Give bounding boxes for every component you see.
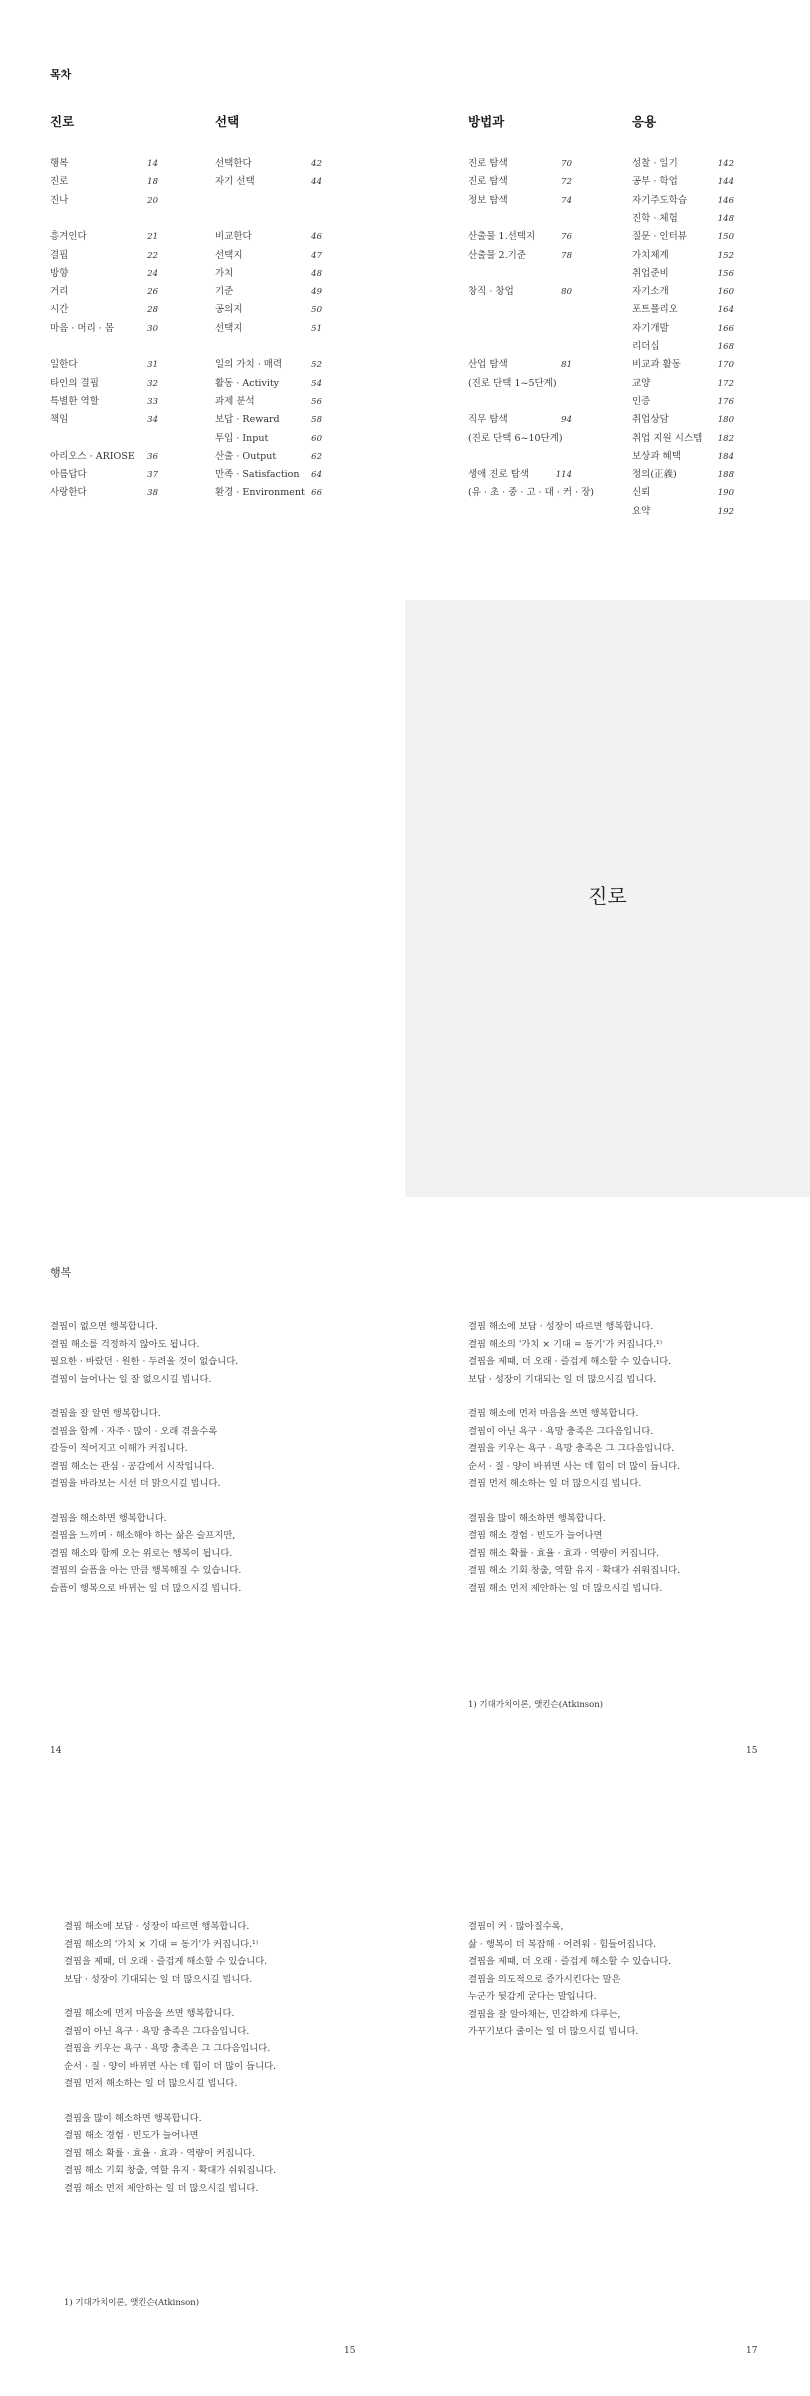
toc-item-page: 114 <box>555 470 572 481</box>
toc-item-label[interactable]: 보상과 혜택 <box>632 450 681 462</box>
text-line: 결핍 해소에 보답 · 성장이 따르면 행복합니다. <box>64 1921 250 1932</box>
paragraph <box>468 1510 680 1598</box>
paragraph <box>64 2005 276 2093</box>
toc-item-label[interactable]: 산업 탐색 <box>468 359 508 371</box>
toc-item-label[interactable]: 산출물 1.선택지 <box>468 231 536 243</box>
toc-item-page: 81 <box>561 360 572 371</box>
toc-item-label[interactable]: 과제 분석 <box>215 395 255 407</box>
page-number: 17 <box>746 2346 758 2356</box>
text-line: 순서 · 질 · 양이 바뀌면 사는 데 힘이 더 많이 듭니다. <box>468 1460 681 1472</box>
toc-item-label[interactable]: 공부 · 학업 <box>632 176 678 188</box>
toc-item-label[interactable]: 보답 · Reward <box>215 414 280 426</box>
toc-item-page: 74 <box>561 195 572 206</box>
toc-item-page: 31 <box>147 360 158 371</box>
toc-item-label[interactable]: 진로 탐색 <box>468 158 508 169</box>
toc-item-page: 168 <box>717 342 734 352</box>
toc-item-label[interactable]: 진로 탐색 <box>468 176 508 188</box>
toc-item-page: 64 <box>311 470 322 481</box>
text-line: 결핍이 아닌 욕구 · 욕망 충족은 그다음입니다. <box>468 1425 654 1437</box>
toc-item-page: 166 <box>717 323 734 334</box>
toc-item-page: 180 <box>717 415 734 426</box>
toc-item-label[interactable]: 정보 탐색 <box>468 194 508 206</box>
text-line: 결핍 해소 기회 창출, 역할 유지 · 확대가 쉬워집니다. <box>468 1565 681 1576</box>
toc-item-label[interactable]: 비교한다 <box>215 231 252 243</box>
paragraph <box>64 1918 276 1988</box>
toc-item-label[interactable]: 흥겨인다 <box>50 231 87 243</box>
toc-item-label[interactable]: 특별한 역할 <box>50 395 99 407</box>
text-line: 결핍을 많이 해소하면 행복합니다. <box>64 2112 202 2124</box>
toc-item-page: 60 <box>311 433 322 444</box>
toc-item-label[interactable]: 진학 · 체험 <box>632 212 678 224</box>
section-title: 행복 <box>50 1266 72 1279</box>
text-line: 결핍 해소 기회 창출, 역할 유지 · 확대가 쉬워집니다. <box>64 2165 277 2176</box>
text-line: 결핍 해소에 먼저 마음을 쓰면 행복합니다. <box>64 2008 235 2019</box>
toc-item-page: 44 <box>311 177 322 188</box>
toc-item-page: 142 <box>717 159 734 169</box>
toc-item-label[interactable]: 거리 <box>50 286 69 298</box>
toc-item-label[interactable]: 타인의 결핍 <box>50 377 99 389</box>
toc-item-page: 24 <box>147 268 158 279</box>
toc-item-label[interactable]: 마음 · 머리 · 몸 <box>50 322 115 334</box>
text-line: 결핍의 슬픔을 아는 만큼 행복해질 수 있습니다. <box>50 1565 242 1576</box>
toc-item-page: 32 <box>147 378 158 389</box>
toc-item-label[interactable]: 취업상담 <box>632 414 669 426</box>
toc-item-page: 37 <box>147 470 158 481</box>
toc-item-label[interactable]: 요약 <box>632 505 651 517</box>
toc-item-label[interactable]: 방향 <box>50 267 69 279</box>
toc-item-page: 18 <box>147 177 158 188</box>
toc-item-label[interactable]: 창직 · 창업 <box>468 286 514 298</box>
toc-item-label[interactable]: 자기 선택 <box>215 176 255 188</box>
toc-item-label[interactable]: 리더십 <box>632 341 660 352</box>
toc-item-label[interactable]: 선택지 <box>215 322 243 334</box>
toc-item-page: 20 <box>147 195 158 206</box>
text-line: 삶 · 행복이 더 복잡해 · 어려워 · 힘들어집니다. <box>468 1938 657 1950</box>
text-line: 결핍 먼저 해소하는 일 더 많으시길 빕니다. <box>64 2078 238 2089</box>
text-line: 가꾸기보다 줄이는 일 더 많으시길 빕니다. <box>468 2026 639 2037</box>
toc-item-page: 156 <box>717 268 734 279</box>
toc-item-label[interactable]: 결핍 <box>50 249 69 261</box>
text-line: 결핍 해소와 함께 오는 위로는 행복이 됩니다. <box>50 1547 233 1559</box>
toc-item-page: 66 <box>311 488 322 499</box>
page-number: 14 <box>50 1746 62 1756</box>
toc-item-page: 26 <box>147 287 158 298</box>
toc-item-label[interactable]: 책임 <box>50 414 69 426</box>
text-line: 결핍을 제때, 더 오래 · 즐겁게 해소할 수 있습니다. <box>468 1356 672 1367</box>
toc-item-label[interactable]: 생애 진로 탐색 <box>468 469 530 481</box>
toc-item-page: 58 <box>311 415 322 426</box>
toc-item-page: 62 <box>311 451 322 462</box>
page-number: 15 <box>746 1746 758 1756</box>
toc-item-page: 51 <box>311 323 322 334</box>
toc-item-label[interactable]: 공의지 <box>215 304 243 316</box>
toc-item-page: 42 <box>311 159 322 169</box>
text-line: 결핍을 잘 알아채는, 민감하게 다루는, <box>468 2008 621 2020</box>
toc-item-page: 170 <box>717 360 734 371</box>
text-line: 필요한 · 바랐던 · 원한 · 두려울 것이 없습니다. <box>50 1356 239 1367</box>
toc-item-page: 150 <box>717 232 734 243</box>
toc-item-label[interactable]: 자기개발 <box>632 322 669 334</box>
text-line: 결핍 해소 경험 · 빈도가 늘어나면 <box>64 2130 199 2141</box>
chapter-divider-label: 진로 <box>588 884 627 908</box>
toc-item-label[interactable]: 선택한다 <box>215 158 252 169</box>
toc-item-page: 46 <box>311 232 322 243</box>
toc-item-label[interactable]: 성찰 · 일기 <box>632 158 678 169</box>
text-line: 결핍이 늘어나는 일 잘 없으시길 빕니다. <box>50 1373 212 1385</box>
text-line: 결핍 해소에 보답 · 성장이 따르면 행복합니다. <box>468 1321 654 1332</box>
page-number: 15 <box>344 2346 356 2356</box>
text-line: 누군가 뒷감게 굳다는 말입니다. <box>468 1991 597 2002</box>
toc-item-page: 36 <box>147 451 158 462</box>
spread1-left-body <box>50 1318 241 1614</box>
toc-item-label[interactable]: 일한다 <box>50 359 78 371</box>
paragraph <box>468 1318 680 1388</box>
toc-item-label[interactable]: 자기주도학습 <box>632 194 688 206</box>
toc-item-page: 176 <box>717 396 734 407</box>
toc-item-page: 38 <box>147 488 158 499</box>
toc-column-heading: 방법과 <box>468 114 505 129</box>
toc-item-label[interactable]: 기준 <box>215 286 234 298</box>
toc-item-label[interactable]: 가치 <box>215 267 234 279</box>
text-line: 결핍 해소 먼저 제안하는 일 더 많으시길 빕니다. <box>468 1582 663 1594</box>
toc-item-label[interactable]: 직무 탐색 <box>468 414 508 426</box>
toc-item-page: 48 <box>311 268 322 279</box>
toc-item-page: 54 <box>311 378 322 389</box>
toc-item-page: 56 <box>311 396 322 407</box>
toc-item-label[interactable]: (진로 단택 1~5단계) <box>468 377 557 389</box>
toc-column-heading: 진로 <box>50 114 75 129</box>
toc-item-label[interactable]: 투입 · Input <box>215 432 269 444</box>
toc-item-label[interactable]: 시간 <box>50 304 69 316</box>
paragraph <box>64 2110 276 2198</box>
toc-item-label[interactable]: 취업 지원 시스템 <box>632 432 703 444</box>
paragraph <box>468 1918 671 2041</box>
toc-item-label[interactable]: 만족 · Satisfaction <box>215 469 300 481</box>
text-line: 결핍 해소에 먼저 마음을 쓰면 행복합니다. <box>468 1408 639 1419</box>
toc-item-page: 70 <box>561 159 572 169</box>
toc-column-heading: 선택 <box>215 114 240 129</box>
text-line: 결핍을 잘 알면 행복합니다. <box>50 1408 161 1419</box>
toc-title: 목차 <box>50 68 72 81</box>
text-line: 결핍 해소 경험 · 빈도가 늘어나면 <box>468 1530 603 1541</box>
toc-item-label[interactable]: 교양 <box>632 377 651 389</box>
toc-item-page: 14 <box>147 159 158 169</box>
toc-item-label[interactable]: 행복 <box>50 158 69 169</box>
text-line: 결핍을 느끼며 · 해소해야 하는 삶은 슬프지만, <box>50 1530 236 1541</box>
footnote: 1) 기대가치이론, 앳킨슨(Atkinson) <box>468 1700 604 1710</box>
text-line: 갈등이 적어지고 이해가 커집니다. <box>50 1443 188 1454</box>
toc-item-page: 49 <box>311 287 322 298</box>
toc-item-label[interactable]: (유 · 초 · 중 · 고 · 대 · 커 · 장) <box>468 487 595 499</box>
toc-item-label[interactable]: 선택지 <box>215 249 243 261</box>
toc-item-page: 190 <box>717 488 734 499</box>
toc-item-label[interactable]: 사랑한다 <box>50 487 87 499</box>
toc-item-label[interactable]: 산출물 2.기준 <box>468 249 526 261</box>
toc-item-page: 47 <box>311 250 322 261</box>
toc-item-page: 76 <box>561 232 572 243</box>
text-line: 슬픔이 행복으로 바뀌는 일 더 많으시길 빕니다. <box>50 1582 242 1594</box>
toc-column-heading: 응용 <box>632 114 657 129</box>
toc-item-label[interactable]: 진나 <box>50 194 69 206</box>
text-line: 결핍 해소 확률 · 효율 · 효과 · 역량이 커집니다. <box>64 2147 256 2159</box>
text-line: 결핍을 의도적으로 증가시킨다는 말은 <box>468 1973 621 1985</box>
toc-item-page: 30 <box>147 323 158 334</box>
toc-item-page: 182 <box>717 433 734 444</box>
text-line: 결핍 해소 확률 · 효율 · 효과 · 역량이 커집니다. <box>468 1547 660 1559</box>
toc-item-label[interactable]: 비교과 활동 <box>632 359 681 371</box>
toc-item-page: 184 <box>717 451 734 462</box>
paragraph <box>468 1405 680 1493</box>
text-line: 결핍 해소 먼저 제안하는 일 더 많으시길 빕니다. <box>64 2182 259 2194</box>
toc-item-page: 144 <box>717 177 734 188</box>
spread1-right-body <box>468 1318 680 1614</box>
text-line: 보답 · 성장이 기대되는 일 더 많으시길 빕니다. <box>468 1373 657 1385</box>
text-line: 결핍 먼저 해소하는 일 더 많으시길 빕니다. <box>468 1478 642 1489</box>
toc-item-label[interactable]: 일의 가치 · 매력 <box>215 359 283 371</box>
text-line: 결핍을 제때, 더 오래 · 즐겁게 해소할 수 있습니다. <box>64 1956 268 1967</box>
text-line: 결핍 해소의 '가치 × 기대 = 동기'가 커집니다.¹⁾ <box>468 1338 663 1350</box>
text-line: 결핍이 없으면 행복합니다. <box>50 1321 158 1332</box>
toc-item-page: 33 <box>147 396 158 407</box>
toc-item-page: 34 <box>147 415 158 426</box>
toc-item-page: 50 <box>311 305 322 316</box>
toc-item-label[interactable]: 아리오스 · ARIOSE <box>50 450 135 462</box>
toc-item-page: 52 <box>311 360 322 371</box>
toc-item-page: 94 <box>561 415 572 426</box>
text-line: 순서 · 질 · 양이 바뀌면 사는 데 힘이 더 많이 듭니다. <box>64 2060 277 2072</box>
spread2-right-body <box>468 1918 671 2058</box>
toc-item-label[interactable]: 취업준비 <box>632 267 669 279</box>
toc-item-page: 146 <box>717 195 734 206</box>
text-line: 결핍을 함께 · 자주 · 많이 · 오래 겪을수록 <box>50 1425 218 1437</box>
toc-item-page: 160 <box>717 287 734 298</box>
toc-item-page: 22 <box>147 250 158 261</box>
paragraph <box>50 1318 241 1388</box>
toc-item-label[interactable]: 질문 · 인터뷰 <box>632 231 687 243</box>
text-line: 결핍 해소는 관심 · 공감에서 시작입니다. <box>50 1460 215 1472</box>
text-line: 결핍이 커 · 많아질수록, <box>468 1921 564 1932</box>
toc-item-page: 72 <box>561 177 572 188</box>
toc-item-label[interactable]: 아름답다 <box>50 469 87 481</box>
paragraph <box>50 1510 241 1598</box>
toc-item-page: 172 <box>717 378 734 389</box>
text-line: 보답 · 성장이 기대되는 일 더 많으시길 빕니다. <box>64 1973 253 1985</box>
toc-item-label[interactable]: 정의(正義) <box>632 469 677 481</box>
toc-item-page: 80 <box>561 287 572 298</box>
toc-item-label[interactable]: 진로 <box>50 176 69 188</box>
toc-item-page: 148 <box>717 213 734 224</box>
spread2-left-body <box>64 1918 276 2214</box>
text-line: 결핍을 키우는 욕구 · 욕망 충족은 그 그다음입니다. <box>64 2043 271 2054</box>
toc-item-label[interactable]: 자기소개 <box>632 286 669 298</box>
text-line: 결핍 해소의 '가치 × 기대 = 동기'가 커집니다.¹⁾ <box>64 1938 259 1950</box>
text-line: 결핍을 바라보는 시선 더 맑으시길 빕니다. <box>50 1478 221 1489</box>
toc-item-page: 21 <box>147 232 158 243</box>
toc-item-label[interactable]: 인증 <box>632 395 651 407</box>
text-line: 결핍이 아닌 욕구 · 욕망 충족은 그다음입니다. <box>64 2025 250 2037</box>
toc-item-label[interactable]: 산출 · Output <box>215 450 277 462</box>
footnote: 1) 기대가치이론, 앳킨슨(Atkinson) <box>64 2298 200 2308</box>
toc-item-label[interactable]: 환경 · Environment <box>215 487 305 499</box>
toc-item-page: 188 <box>717 470 734 481</box>
toc-item-page: 78 <box>561 250 572 261</box>
toc-item-page: 192 <box>717 506 734 517</box>
text-line: 결핍 해소를 걱정하지 않아도 됩니다. <box>50 1338 200 1350</box>
toc-item-page: 152 <box>717 250 734 261</box>
toc-item-page: 164 <box>717 305 734 316</box>
toc-item-label[interactable]: 신뢰 <box>632 487 651 499</box>
toc-item-label[interactable]: 포트폴리오 <box>632 304 678 316</box>
toc-item-label[interactable]: 활동 · Activity <box>215 377 280 389</box>
text-line: 결핍을 키우는 욕구 · 욕망 충족은 그 그다음입니다. <box>468 1443 675 1454</box>
text-line: 결핍을 많이 해소하면 행복합니다. <box>468 1512 606 1524</box>
text-line: 결핍을 해소하면 행복합니다. <box>50 1512 167 1524</box>
toc-item-label[interactable]: 가치체계 <box>632 249 669 261</box>
toc-item-page: 28 <box>147 305 158 316</box>
paragraph <box>50 1405 241 1493</box>
text-line: 결핍을 제때, 더 오래 · 즐겁게 해소할 수 있습니다. <box>468 1956 672 1967</box>
toc-item-label[interactable]: (진로 단택 6~10단계) <box>468 432 563 444</box>
